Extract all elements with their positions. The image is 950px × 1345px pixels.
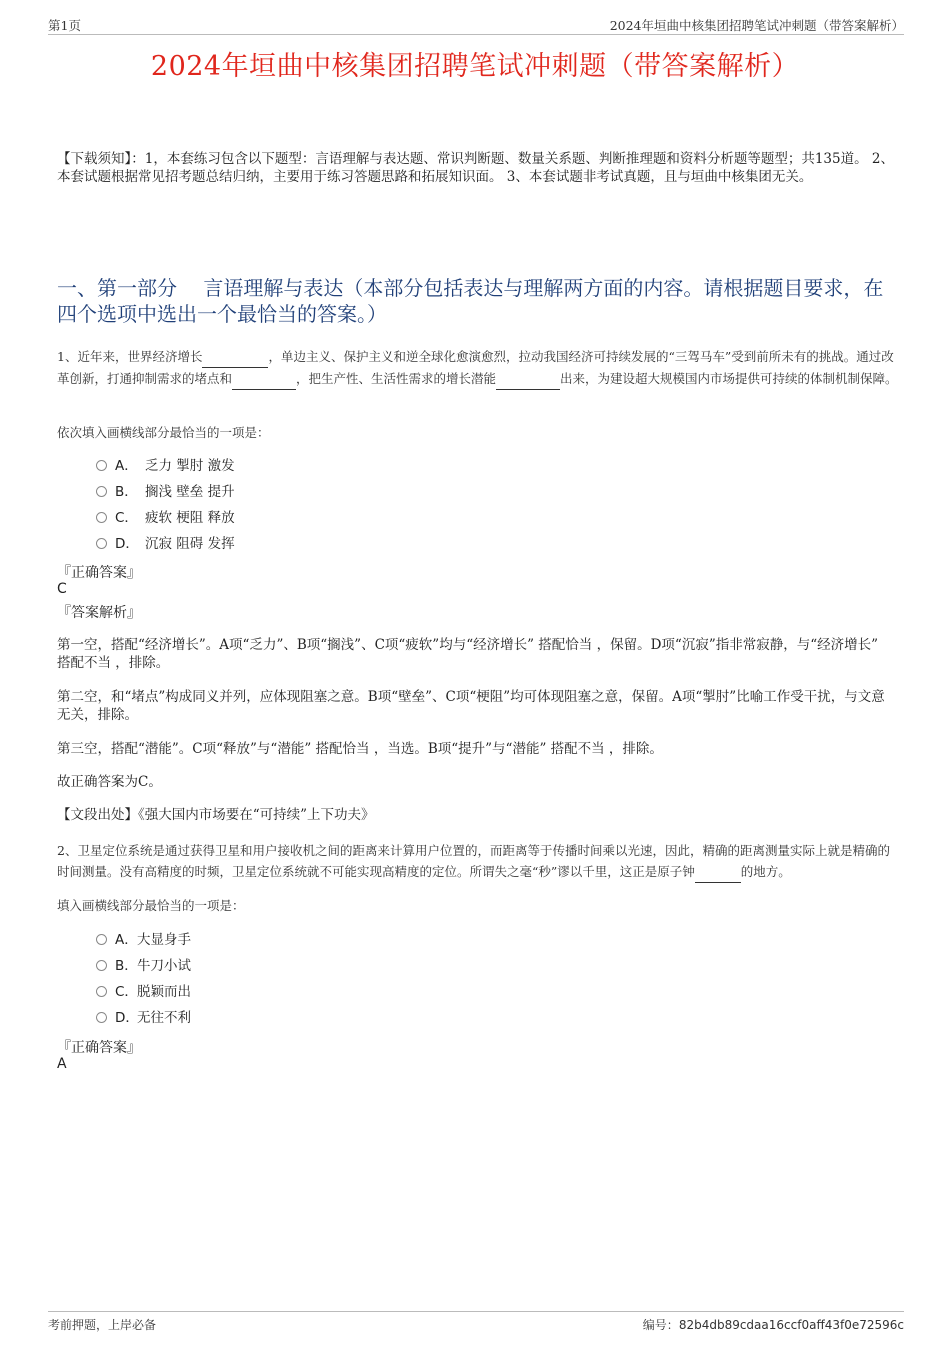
radio-icon[interactable] (96, 512, 107, 523)
radio-icon[interactable] (96, 986, 107, 997)
question-1-prompt: 依次填入画横线部分最恰当的一项是： (57, 425, 270, 440)
download-notice: 【下载须知】：1，本套练习包含以下题型：言语理解与表达题、常识判断题、数量关系题、判断推理题和资料分析题等题型；共135道。 2、本套试题根据常见招考题总结归纳，主要用于练习答题思路和拓展知识面。 3、本套试题非考试真题，且与垣曲中核集团无关。 (57, 151, 894, 185)
page-header (48, 14, 904, 35)
question-1-option-a[interactable]: A． 乏力 掣肘 激发 (96, 456, 235, 476)
question-1-option-d[interactable]: D． 沉寂 阻碍 发挥 (96, 534, 235, 554)
document-title: 2024年垣曲中核集团招聘笔试冲刺题（带答案解析） (150, 51, 800, 82)
source-citation: 【文段出处】《强大国内市场要在“可持续”上下功夫》 (57, 807, 375, 823)
radio-icon[interactable] (96, 538, 107, 549)
question-1-option-b[interactable]: B． 搁浅 壁垒 提升 (96, 482, 235, 502)
question-2-answer: A (57, 1056, 67, 1072)
radio-icon[interactable] (96, 460, 107, 471)
question-2-answer-label: 『正确答案』 (57, 1040, 141, 1056)
question-2-option-c[interactable]: C．脱颖而出 (96, 982, 191, 1002)
footer-slogan: 考前押题，上岸必备 (48, 1318, 157, 1332)
page-number: 第1页 (48, 18, 81, 33)
question-2-option-b[interactable]: B．牛刀小试 (96, 956, 191, 976)
analysis-conclusion: 故正确答案为C。 (57, 774, 162, 790)
radio-icon[interactable] (96, 934, 107, 945)
header-doc-title: 2024年垣曲中核集团招聘笔试冲刺题（带答案解析） (609, 18, 904, 33)
document-code: 编号：82b4db89cdaa16ccf0aff43f0e72596c (642, 1318, 904, 1332)
question-1-option-c[interactable]: C． 疲软 梗阻 释放 (96, 508, 235, 528)
question-2-option-d[interactable]: D．无往不利 (96, 1008, 191, 1028)
analysis-paragraph: 第一空，搭配“经济增长”。A项“乏力”、B项“搁浅”、C项“疲软”均与“经济增长” 搭配恰当 ，保留。D项“沉寂”指非常寂静，与“经济增长” 搭配不当 ，排除。 (57, 637, 879, 671)
question-1-answer-label: 『正确答案』 (57, 565, 141, 581)
question-2-option-a[interactable]: A．大显身手 (96, 930, 191, 950)
page-footer (48, 1311, 904, 1334)
question-1-text: 1、近年来，世界经济增长 ，单边主义、保护主义和逆全球化愈演愈烈，拉动我国经济可持续发展的“三驾马车”受到前所未有的挑战。通过改革创新，打通抑制需求的堵点和 ，把生产性、生活性需求的增长潜能 出来，为建设超大规模国内市场提供可持续的体制机制保障。 (57, 346, 902, 390)
section-heading: 一、第一部分 言语理解与表达（本部分包括表达与理解两方面的内容。请根据题目要求，在四个选项中选出一个最恰当的答案。） (57, 276, 884, 326)
question-1-answer: C (57, 581, 67, 597)
question-1-analysis-label: 『答案解析』 (57, 605, 141, 621)
analysis-paragraph: 第二空，和“堵点”构成同义并列，应体现阻塞之意。B项“壁垒”、C项“梗阻”均可体现阻塞之意，保留。A项“掣肘”比喻工作受干扰，与文意无关，排除。 (57, 689, 885, 723)
radio-icon[interactable] (96, 486, 107, 497)
question-2-prompt: 填入画横线部分最恰当的一项是： (57, 898, 245, 913)
radio-icon[interactable] (96, 960, 107, 971)
radio-icon[interactable] (96, 1012, 107, 1023)
question-2-text: 2、卫星定位系统是通过获得卫星和用户接收机之间的距离来计算用户位置的，而距离等于传播时间乘以光速，因此，精确的距离测量实际上就是精确的时间测量。没有高精度的时频，卫星定位系统就不可能实现高精度的定位。所谓失之毫“秒”谬以千里，这正是原子钟 的地方。 (57, 840, 902, 883)
analysis-paragraph: 第三空，搭配“潜能”。C项“释放”与“潜能” 搭配恰当 ，当选。B项“提升”与“潜能” 搭配不当 ，排除。 (57, 741, 663, 757)
